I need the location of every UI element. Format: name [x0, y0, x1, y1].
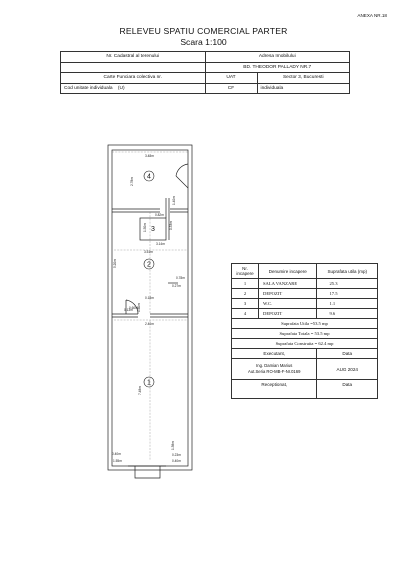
dimension-label: 0.27m [172, 284, 181, 288]
outer-wall [108, 145, 192, 470]
annex-number: ANEXA NR.18 [357, 13, 387, 18]
unit-code-u: (U) [117, 85, 125, 91]
dimension-label: 0.33m [169, 221, 173, 230]
dimension-label: 1.55m [113, 459, 122, 463]
built-area: Suprafata Construita = 62.4 mp [232, 339, 378, 349]
room-area: 17.5 [317, 289, 378, 299]
dimension-label: 3.51m [144, 250, 153, 254]
total-area: Suprafata Totala = 53.5 mp [232, 329, 378, 339]
dimension-label: 0.60m [129, 306, 138, 310]
header-area: Suprafata utila (mp) [317, 264, 378, 279]
dimension-label: 1.50m [143, 223, 147, 232]
dimension-label: 0.23m [172, 453, 181, 457]
date-label: Data [317, 349, 378, 359]
engineer-name: Ing. Damian Marius [256, 363, 293, 368]
dimension-label: 2.40m [145, 322, 154, 326]
table-row [232, 289, 378, 299]
dimension-label: 0.18m [145, 296, 154, 300]
dimension-label: 0.40m [172, 459, 181, 463]
room-nr: 2 [232, 289, 259, 299]
unit-code-label: Cod unitate individuala [64, 85, 113, 91]
executed-label: Executant, [232, 349, 317, 359]
scale-label: Scara 1:100 [180, 37, 227, 47]
cf-value: individuala [257, 83, 349, 94]
cf-label: CF [205, 83, 257, 94]
received-label: Receptionat, [232, 380, 317, 399]
uat-value: Sector 3, Bucuresti [257, 73, 349, 84]
dimension-label: 5.20m [113, 259, 117, 268]
table-row [232, 279, 378, 289]
address-value: BD. THEODOR PALLADY NR.7 [205, 62, 350, 73]
dimension-label: 0.82m [155, 213, 164, 217]
address-label: Adresa Imobilului [205, 52, 350, 63]
room-name: DEPOZIT [259, 289, 317, 299]
authorization-number: Aut.Seria RO-MB-F-Nr.0169 [248, 369, 301, 374]
dimension-label: 7.48m [138, 386, 142, 395]
table-row [232, 309, 378, 319]
date-label-2: Data [317, 380, 378, 399]
room-number: 3 [151, 226, 155, 233]
room-area: 25.3 [317, 279, 378, 289]
dimension-label: 0.13m [124, 308, 133, 312]
room-number: 1 [147, 379, 151, 387]
room-number: 2 [147, 261, 151, 269]
header-nr: Nr. incapere [232, 264, 259, 279]
room-name: SALA VANZARE [259, 279, 317, 289]
room-name: W.C. [259, 299, 317, 309]
door-swing [176, 164, 188, 188]
table-row [232, 299, 378, 309]
uat-label: UAT [205, 73, 257, 84]
rooms-table [231, 263, 378, 399]
room-nr: 1 [232, 279, 259, 289]
dimension-label: 0.40m [112, 452, 121, 456]
date-value: AUG 2024 [317, 359, 378, 380]
room-nr: 3 [232, 299, 259, 309]
dimension-label: 0.60m [137, 303, 141, 312]
room-nr: 4 [232, 309, 259, 319]
dimension-label: 3.48m [145, 154, 154, 158]
executant-signature [232, 359, 317, 380]
document-title: RELEVEU SPATIU COMERCIAL PARTER [119, 26, 288, 36]
header-name: Denumire incapere [259, 264, 317, 279]
dimension-label: 1.38m [171, 441, 175, 450]
land-book-label: Carte Funciara colectiva nr. [61, 73, 206, 84]
dimension-label: 3.14m [156, 242, 165, 246]
useful-area: Suprafata Utila =53.5 mp [232, 319, 378, 329]
dimension-label: 2.78m [130, 177, 134, 186]
dimension-label: 0.78m [176, 276, 185, 280]
dimension-label: 1.40m [172, 196, 176, 205]
room-name: DEPOZIT [259, 309, 317, 319]
room-area: 9.6 [317, 309, 378, 319]
cadastral-label: Nr. Cadastral al terenului [61, 52, 206, 63]
room-number: 4 [147, 173, 151, 181]
entrance-step [135, 466, 160, 478]
room-area: 1.1 [317, 299, 378, 309]
